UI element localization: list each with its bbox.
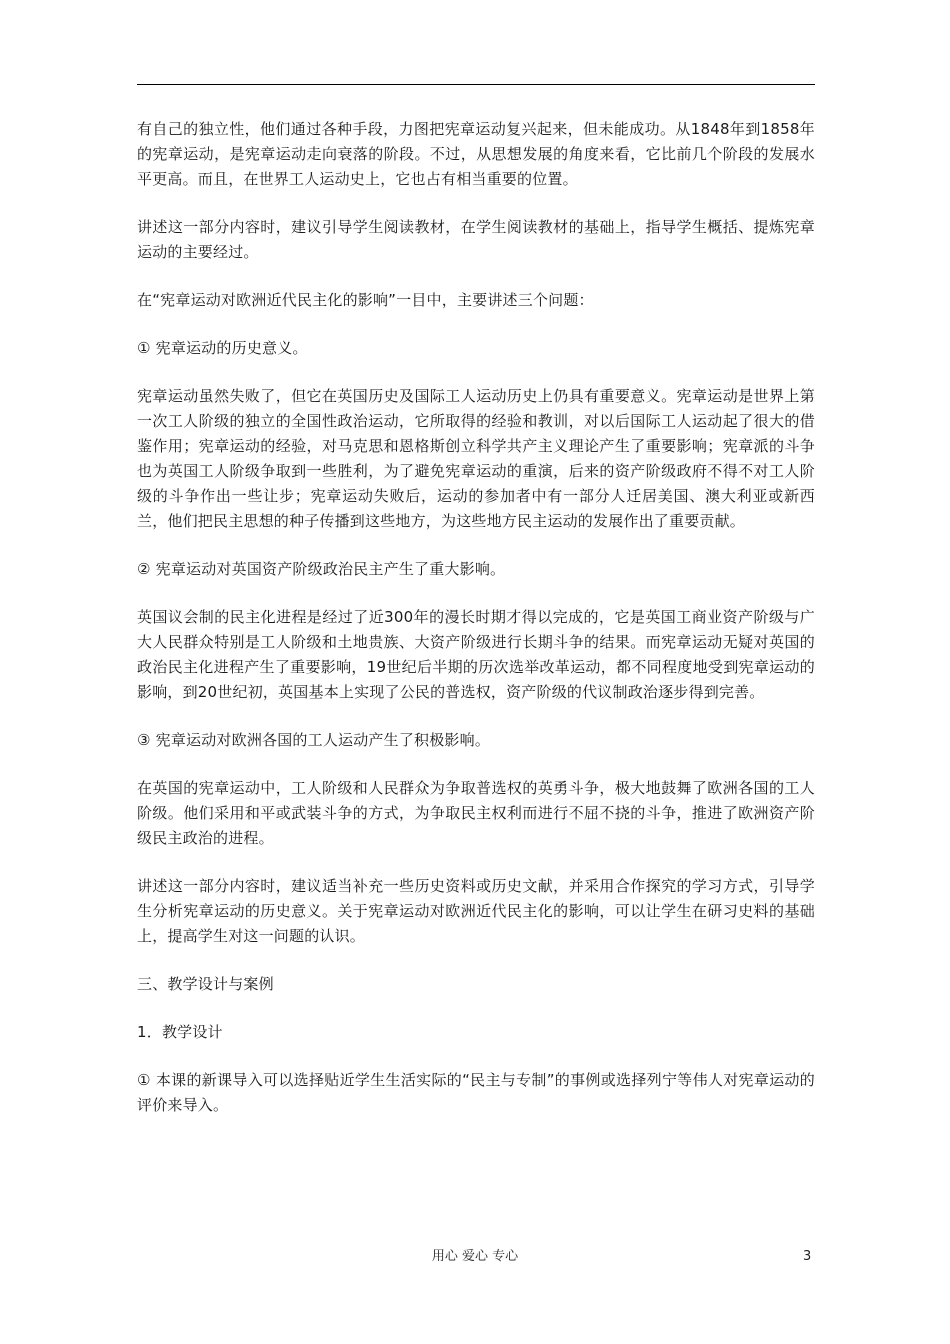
paragraph: ① 本课的新课导入可以选择贴近学生生活实际的“民主与专制”的事例或选择列宁等伟人对宪章运动的评价来导入。 bbox=[137, 1071, 815, 1114]
paragraph: 在英国的宪章运动中，工人阶级和人民群众为争取普选权的英勇斗争，极大地鼓舞了欧洲各国的工人阶级。他们采用和平或武装斗争的方式，为争取民主权利而进行不屈不挠的斗争，推进了欧洲资产阶级民主政治的进程。 bbox=[137, 779, 815, 847]
document-body bbox=[137, 117, 815, 1141]
paragraph: 讲述这一部分内容时，建议适当补充一些历史资料或历史文献，并采用合作探究的学习方式，引导学生分析宪章运动的历史意义。关于宪章运动对欧洲近代民主化的影响，可以让学生在研习史料的基础上，提高学生对这一问题的认识。 bbox=[137, 877, 815, 945]
paragraph: ① 宪章运动的历史意义。 bbox=[137, 339, 308, 357]
subsection-heading: 1．教学设计 bbox=[137, 1023, 223, 1041]
paragraph: ② 宪章运动对英国资产阶级政治民主产生了重大影响。 bbox=[137, 560, 506, 578]
section-heading: 三、教学设计与案例 bbox=[137, 975, 274, 993]
paragraph: 有自己的独立性，他们通过各种手段，力图把宪章运动复兴起来，但未能成功。从1848年到1858年的宪章运动，是宪章运动走向衰落的阶段。不过，从思想发展的角度来看，它比前几个阶段的发展水平更高。而且，在世界工人运动史上，它也占有相当重要的位置。 bbox=[137, 120, 815, 188]
paragraph: 在“宪章运动对欧洲近代民主化的影响”一目中，主要讲述三个问题： bbox=[137, 291, 594, 309]
header-rule bbox=[137, 84, 815, 85]
paragraph: 讲述这一部分内容时，建议引导学生阅读教材，在学生阅读教材的基础上，指导学生概括、提炼宪章运动的主要经过。 bbox=[137, 218, 815, 261]
footer-motto: 用心 爱心 专心 bbox=[431, 1249, 519, 1264]
paragraph: 宪章运动虽然失败了，但它在英国历史及国际工人运动历史上仍具有重要意义。宪章运动是世界上第一次工人阶级的独立的全国性政治运动，它所取得的经验和教训，对以后国际工人运动起了很大的借鉴作用；宪章运动的经验，对马克思和恩格斯创立科学共产主义理论产生了重要影响；宪章派的斗争也为英国工人阶级争取到一些胜利，为了避免宪章运动的重演，后来的资产阶级政府不得不对工人阶级的斗争作出一些让步；宪章运动失败后，运动的参加者中有一部分人迁居美国、澳大利亚或新西兰，他们把民主思想的种子传播到这些地方，为这些地方民主运动的发展作出了重要贡献。 bbox=[137, 387, 815, 530]
page-number: 3 bbox=[803, 1249, 812, 1264]
paragraph: ③ 宪章运动对欧洲各国的工人运动产生了积极影响。 bbox=[137, 731, 491, 749]
paragraph: 英国议会制的民主化进程是经过了近300年的漫长时期才得以完成的，它是英国工商业资产阶级与广大人民群众特别是工人阶级和土地贵族、大资产阶级进行长期斗争的结果。而宪章运动无疑对英国的政治民主化进程产生了重要影响，19世纪后半期的历次选举改革运动，都不同程度地受到宪章运动的影响，到20世纪初，英国基本上实现了公民的普选权，资产阶级的代议制政治逐步得到完善。 bbox=[137, 608, 815, 701]
